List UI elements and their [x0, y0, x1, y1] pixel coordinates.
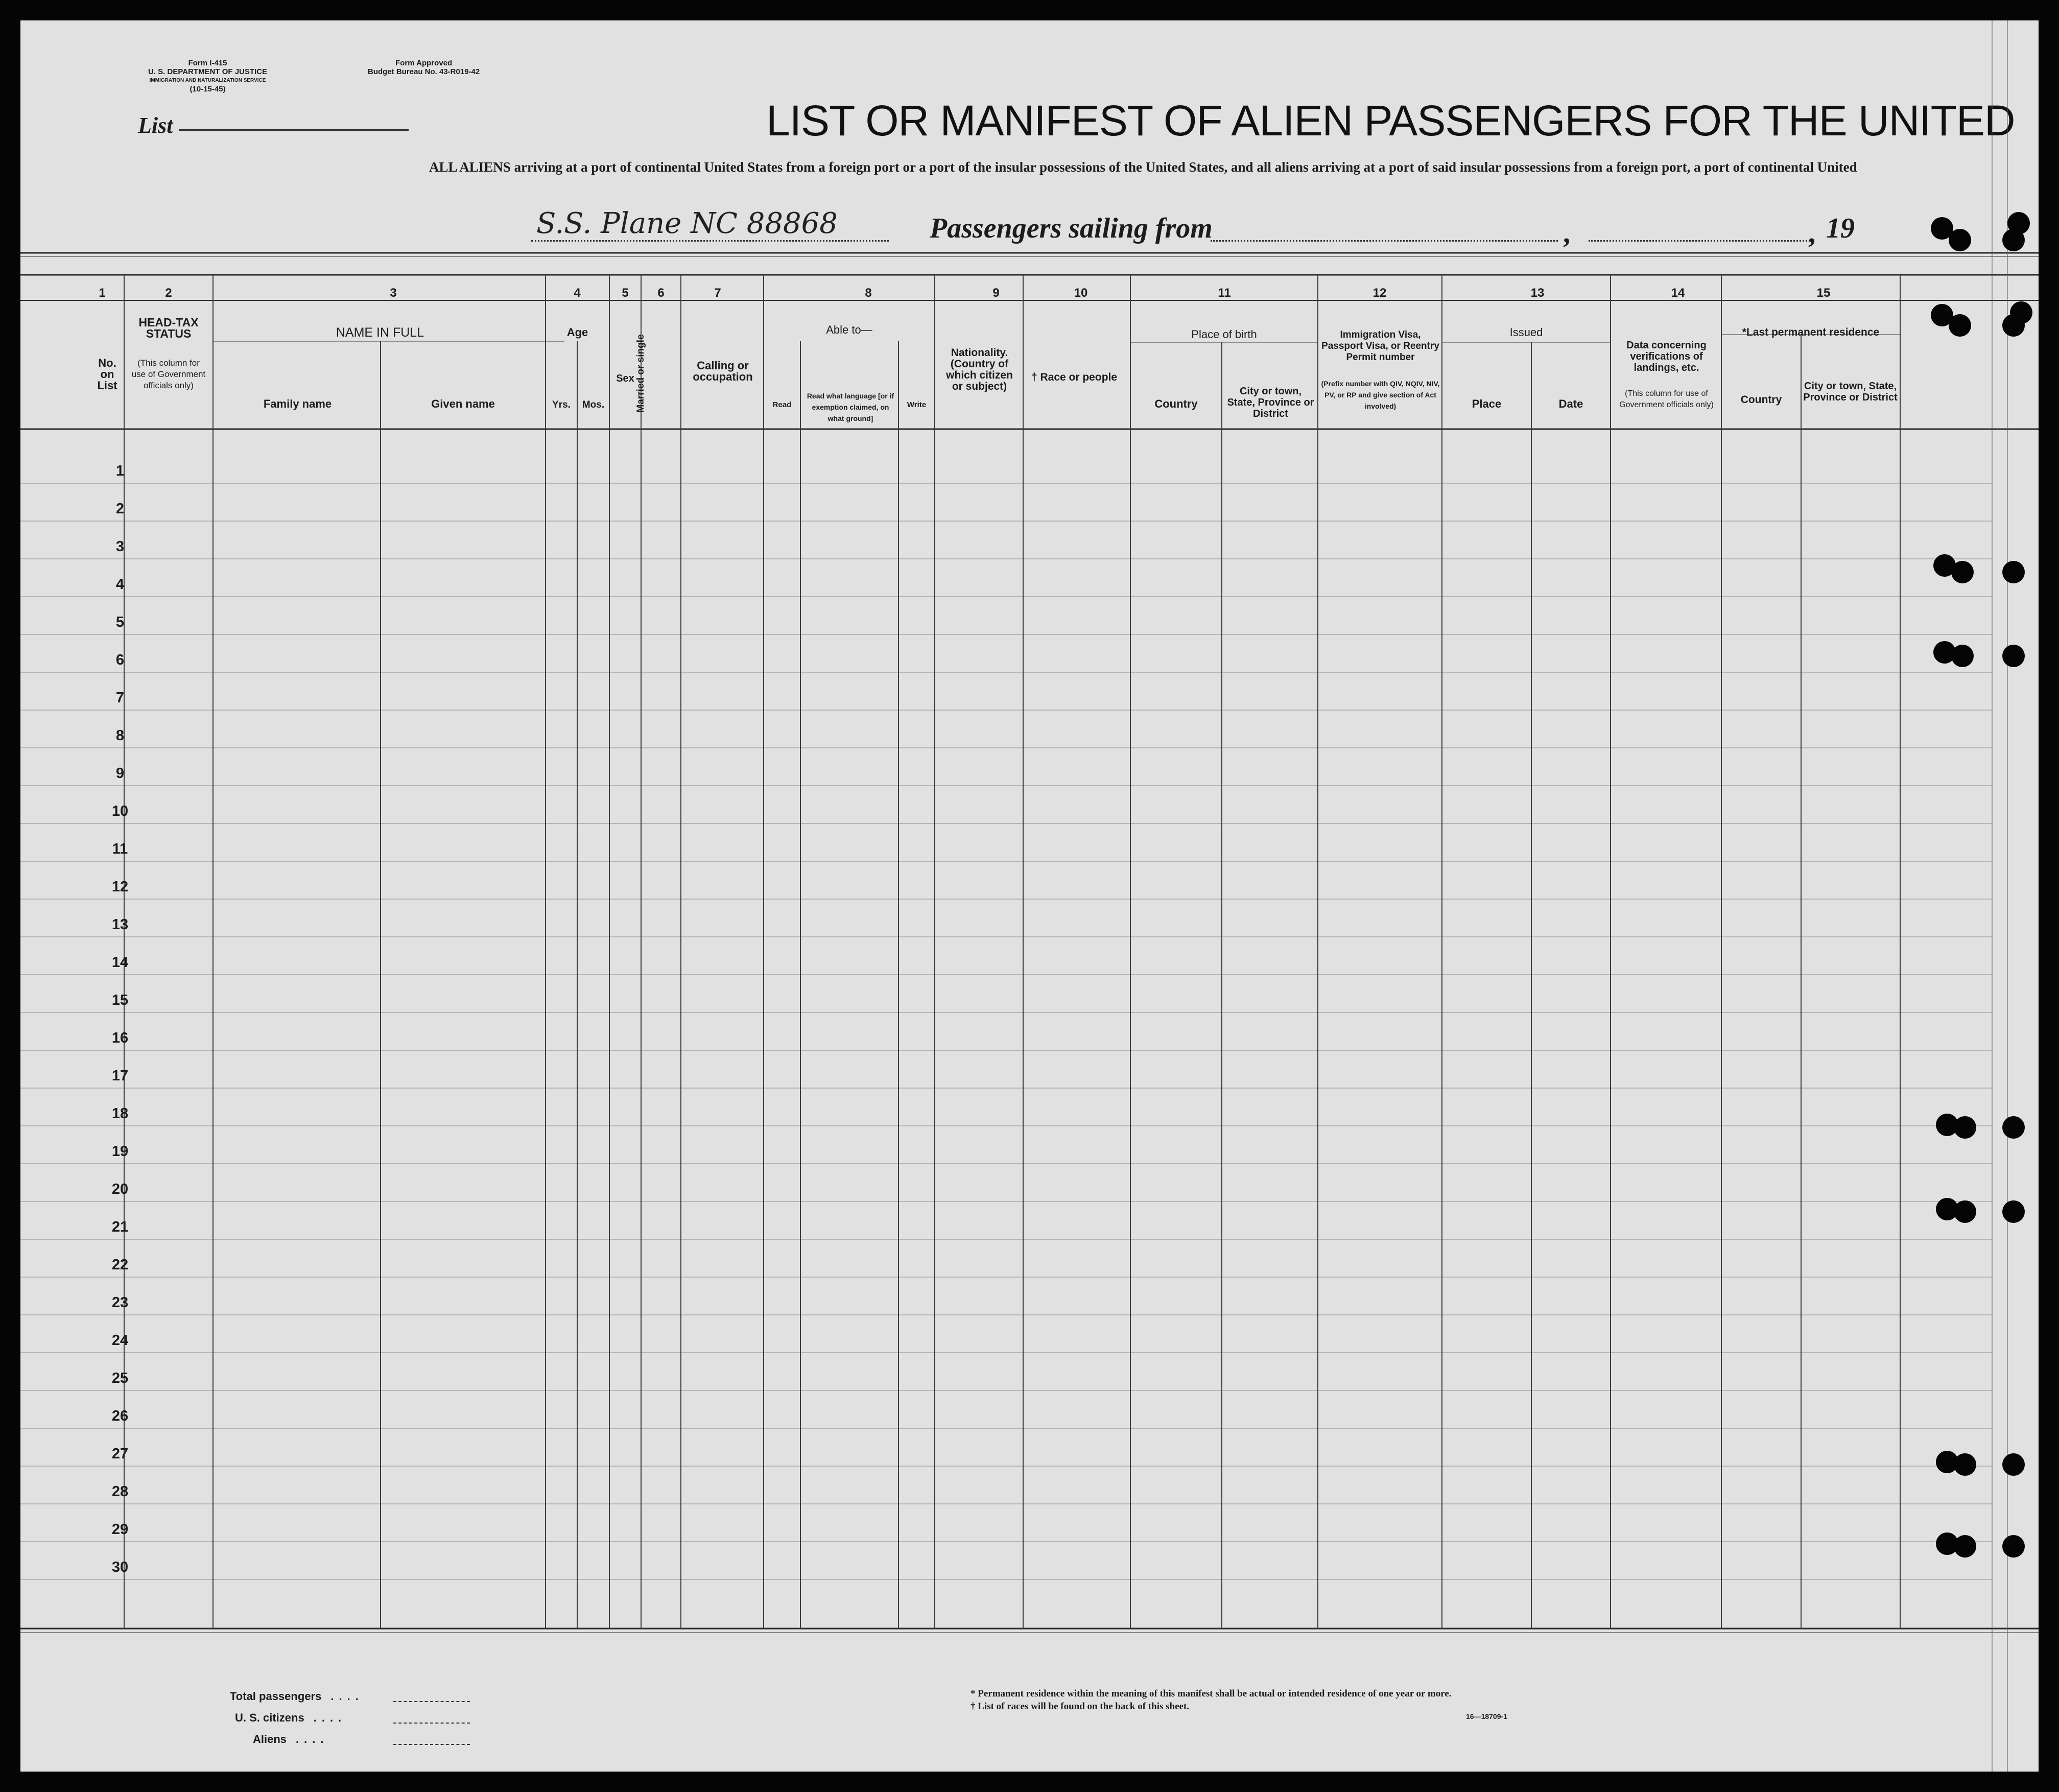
- print-code: 16—18709-1: [1466, 1712, 1507, 1720]
- header-family-name: Family name: [263, 397, 332, 410]
- row-number: 29: [111, 1521, 129, 1538]
- footnote-residence: * Permanent residence within the meaning of this manifest shall be actual or intended residence of one year or more.: [971, 1688, 1452, 1699]
- header-age-months: Mos.: [582, 399, 605, 410]
- budget-bureau-number: Budget Bureau No. 43-R019-42: [368, 67, 480, 76]
- row-number: 18: [111, 1105, 129, 1122]
- column-number: 1: [99, 286, 106, 300]
- manifest-grid: [20, 20, 2039, 1772]
- row-number: 23: [111, 1294, 129, 1311]
- row-number: 4: [115, 576, 125, 593]
- column-number: 3: [390, 286, 397, 300]
- punch-hole: [2010, 301, 2032, 324]
- comma-separator: ,: [1808, 218, 1815, 249]
- punch-hole: [1949, 314, 1971, 337]
- row-number: 14: [111, 954, 129, 971]
- row-number: 2: [115, 501, 125, 517]
- column-number: 12: [1372, 286, 1387, 300]
- column-number: 14: [1671, 286, 1685, 300]
- header-age-years: Yrs.: [552, 399, 571, 410]
- header-write: Write: [907, 400, 927, 409]
- us-citizens-label: [235, 1711, 346, 1725]
- header-visa-note: (Prefix number with QIV, NQIV, NIV, PV, or RP and give section of Act involved): [1321, 380, 1440, 410]
- column-number: 2: [165, 286, 172, 300]
- row-number: 8: [115, 727, 125, 744]
- footnote-races: † List of races will be found on the back of this sheet.: [971, 1701, 1190, 1712]
- comma-separator: ,: [1563, 218, 1570, 249]
- header-read-language: Read what language [or if exemption claimed, on what ground]: [807, 392, 894, 422]
- leader-dots: ....: [296, 1733, 329, 1746]
- header-head-tax-note: (This column for use of Government officials only): [131, 358, 206, 390]
- form-date-code: (10-15-45): [190, 85, 226, 93]
- header-place-of-birth: Place of birth: [1191, 328, 1257, 341]
- header-landing-note: (This column for use of Government officials only): [1619, 389, 1714, 409]
- row-number: 9: [115, 765, 125, 782]
- row-number: 21: [111, 1219, 129, 1235]
- header-married: Married or single: [635, 334, 646, 413]
- punch-hole: [2002, 1116, 2025, 1139]
- header-last-residence: *Last permanent residence: [1742, 326, 1880, 338]
- year-prefix: 19: [1826, 213, 1855, 244]
- header-pob-city: City or town, State, Province or District: [1227, 386, 1314, 419]
- header-issued-date: Date: [1558, 397, 1583, 410]
- punch-hole: [1954, 1200, 1976, 1223]
- column-number: 15: [1816, 286, 1831, 300]
- form-number: Form I-415: [188, 59, 227, 67]
- row-number: 10: [111, 803, 129, 819]
- column-number: 9: [992, 286, 1000, 300]
- header-calling: Calling or occupation: [693, 359, 753, 383]
- punch-hole: [2002, 645, 2025, 667]
- aliens-field[interactable]: [393, 1744, 470, 1745]
- page-title: LIST OR MANIFEST OF ALIEN PASSENGERS FOR THE UNITED: [766, 97, 2015, 145]
- header-given-name: Given name: [431, 397, 495, 410]
- column-number: 11: [1218, 286, 1231, 300]
- row-number: 25: [111, 1370, 129, 1386]
- header-landing: Data concerning verifications of landings, etc.: [1626, 340, 1707, 373]
- manifest-sheet: [20, 20, 2039, 1772]
- header-sex: Sex: [616, 373, 634, 384]
- us-citizens-field[interactable]: [393, 1723, 470, 1724]
- header-res-country: Country: [1740, 394, 1782, 406]
- aliens-text: Aliens: [253, 1733, 287, 1746]
- column-number: 7: [714, 286, 721, 300]
- row-number: 1: [115, 463, 125, 479]
- row-number: 24: [111, 1332, 129, 1349]
- punch-hole: [1951, 645, 1974, 667]
- column-number: 5: [622, 286, 629, 300]
- header-pob-country: Country: [1154, 397, 1198, 410]
- aliens-label: [253, 1733, 328, 1746]
- row-number: 20: [111, 1181, 129, 1197]
- row-number: 17: [111, 1068, 129, 1084]
- leader-dots: ....: [313, 1711, 347, 1724]
- row-number: 11: [112, 841, 128, 857]
- row-number: 16: [111, 1030, 129, 1046]
- header-name-in-full: NAME IN FULL: [336, 325, 424, 340]
- header-visa: Immigration Visa, Passport Visa, or Reentry Permit number: [1321, 329, 1439, 363]
- row-number: 6: [115, 652, 125, 668]
- row-number: 22: [111, 1257, 129, 1273]
- row-number: 27: [111, 1446, 129, 1462]
- total-passengers-label: [230, 1690, 364, 1703]
- punch-hole: [2002, 1535, 2025, 1558]
- column-number: 10: [1074, 286, 1088, 300]
- punch-hole: [1954, 1116, 1976, 1139]
- row-number: 28: [111, 1483, 129, 1500]
- column-number: 8: [865, 286, 872, 300]
- row-number: 7: [115, 690, 125, 706]
- punch-hole: [2002, 561, 2025, 583]
- header-issued-place: Place: [1472, 397, 1502, 410]
- us-citizens-text: U. S. citizens: [235, 1711, 304, 1724]
- column-number: 13: [1530, 286, 1545, 300]
- row-number: 15: [111, 992, 129, 1008]
- row-number: 26: [111, 1408, 129, 1424]
- punch-hole: [2007, 212, 2030, 234]
- punch-hole: [1954, 1535, 1976, 1558]
- punch-hole: [1949, 229, 1971, 251]
- punch-hole: [1951, 561, 1974, 583]
- form-approved-label: Form Approved: [395, 59, 453, 67]
- column-number: 6: [657, 286, 665, 300]
- header-no-on-list: No. on List: [97, 357, 117, 392]
- row-number: 19: [111, 1143, 129, 1160]
- header-able-to: Able to—: [826, 323, 872, 336]
- row-number: 5: [115, 614, 125, 630]
- column-number: 4: [574, 286, 581, 300]
- row-number: 3: [115, 538, 125, 555]
- sailing-from-label: Passengers sailing from: [930, 213, 1213, 244]
- punch-hole: [2002, 1453, 2025, 1476]
- header-age: Age: [566, 326, 588, 339]
- vessel-name-handwritten: S.S. Plane NC 88868: [536, 207, 838, 240]
- header-head-tax: HEAD-TAX STATUS: [138, 316, 199, 340]
- total-passengers-field[interactable]: [393, 1701, 470, 1702]
- page-subtitle: ALL ALIENS arriving at a port of continental United States from a foreign port or a port of the insular possessions of the United States, and all aliens arriving at a port of said insular possessions from a foreign port, a port of continental United: [429, 159, 1857, 175]
- header-res-city: City or town, State, Province or District: [1803, 381, 1898, 403]
- total-passengers-text: Total passengers: [230, 1690, 322, 1703]
- punch-hole: [1954, 1453, 1976, 1476]
- service-name: IMMIGRATION AND NATURALIZATION SERVICE: [149, 78, 266, 83]
- header-issued: Issued: [1509, 326, 1543, 339]
- punch-hole: [2002, 1200, 2025, 1223]
- department-name: U. S. DEPARTMENT OF JUSTICE: [148, 67, 268, 76]
- row-number: 30: [111, 1559, 129, 1575]
- header-race: † Race or people: [1031, 371, 1118, 383]
- header-read: Read: [772, 400, 792, 409]
- list-label: List: [138, 113, 173, 138]
- row-number: 12: [111, 879, 129, 895]
- row-number: 13: [111, 916, 129, 933]
- leader-dots: ....: [330, 1690, 364, 1703]
- header-nationality: Nationality. (Country of which citizen or subject): [946, 347, 1013, 392]
